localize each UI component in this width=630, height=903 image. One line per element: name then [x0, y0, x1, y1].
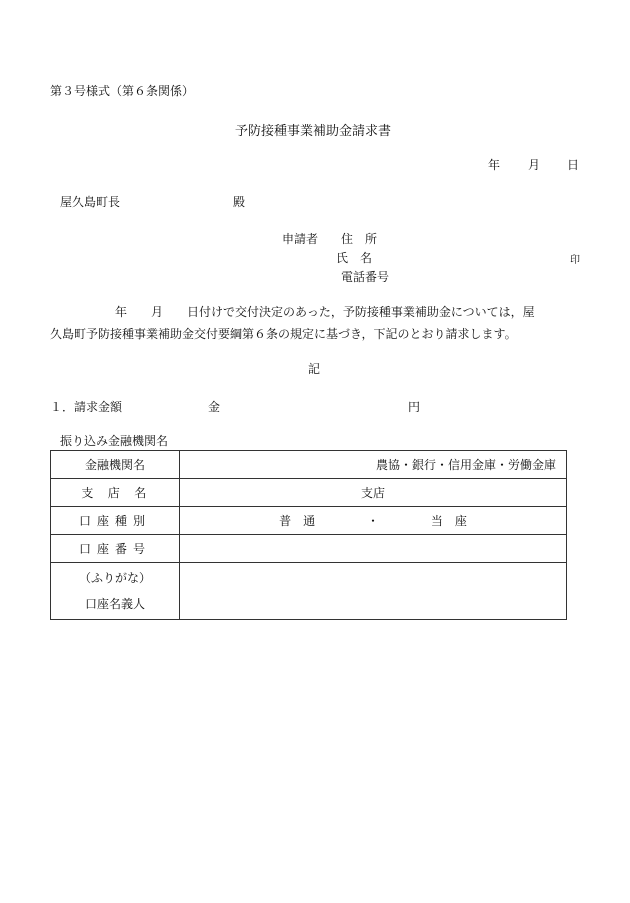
- institution-label: 金融機関名: [51, 451, 180, 479]
- applicant-phone-label: 電話番号: [341, 270, 390, 284]
- date-year: 年: [488, 158, 501, 172]
- applicant-address-label: 住 所: [341, 232, 378, 246]
- table-row: [51, 563, 567, 620]
- institution-value[interactable]: 農協・銀行・信用金庫・労働金庫: [180, 451, 567, 479]
- date-month: 月: [528, 158, 541, 172]
- applicant-label: 申請者: [282, 232, 319, 246]
- bank-heading: 振り込み金融機関名: [60, 434, 169, 448]
- request-yen: 円: [408, 400, 421, 414]
- date-day: 日: [567, 158, 580, 172]
- table-row: [51, 479, 567, 507]
- table-row: [51, 507, 567, 535]
- holder-label: 口座名義人: [84, 597, 145, 611]
- ki-heading: 記: [308, 362, 321, 376]
- request-amount-label: １．請求金額: [50, 400, 123, 414]
- account-type-options[interactable]: [180, 507, 567, 535]
- branch-value[interactable]: 支店: [180, 479, 567, 507]
- account-number-label: 口座番号: [51, 535, 180, 563]
- holder-label-cell: [51, 563, 180, 620]
- bank-table: [50, 450, 567, 620]
- account-number-value[interactable]: [180, 535, 567, 563]
- form-number: 第３号様式（第６条関係）: [50, 84, 195, 98]
- table-row: [51, 451, 567, 479]
- account-type-current[interactable]: 当 座: [430, 514, 467, 528]
- request-kin: 金: [208, 400, 221, 414]
- applicant-name-label: 氏 名: [336, 251, 373, 265]
- body-text-line-1: 年 月 日付けで交付決定のあった，予防接種事業補助金については，屋: [115, 305, 535, 319]
- branch-label: 支店名: [51, 479, 180, 507]
- holder-value[interactable]: [180, 563, 567, 620]
- table-row: [51, 535, 567, 563]
- account-type-separator: ・: [366, 514, 379, 528]
- addressee-name: 屋久島町長: [60, 195, 121, 209]
- seal-mark: 印: [570, 255, 580, 266]
- account-type-ordinary[interactable]: 普 通: [279, 514, 316, 528]
- body-text-line-2: 久島町予防接種事業補助金交付要綱第６条の規定に基づき，下記のとおり請求します。: [50, 327, 517, 341]
- account-type-label: 口座種別: [51, 507, 180, 535]
- furigana-label: （ふりがな）: [78, 571, 151, 585]
- addressee-honorific: 殿: [233, 195, 246, 209]
- page-title: 予防接種事業補助金請求書: [235, 124, 392, 139]
